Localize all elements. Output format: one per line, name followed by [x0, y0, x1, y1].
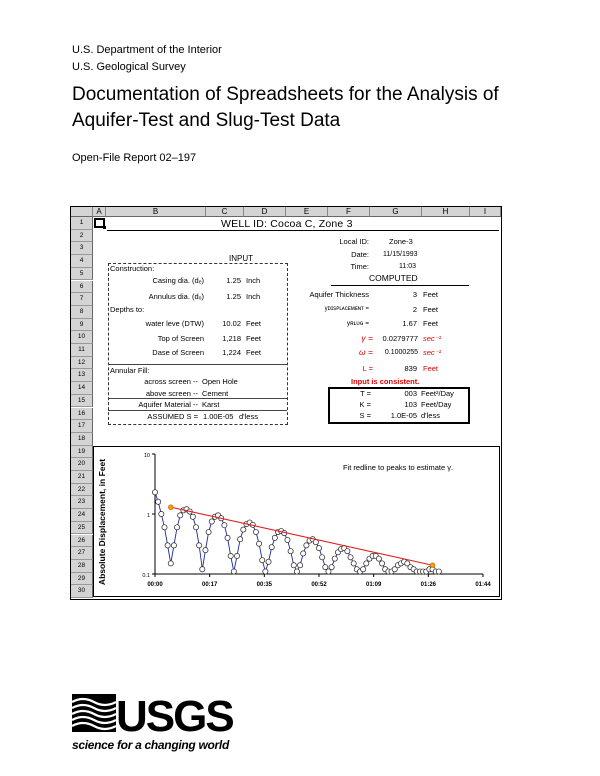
- gamma-value: 0.0279777: [382, 334, 418, 343]
- row-header-3[interactable]: 3: [71, 242, 93, 255]
- s-value: 1.0E-05: [390, 411, 417, 420]
- observed-point: [206, 529, 211, 534]
- row-header-22[interactable]: 22: [71, 484, 93, 497]
- row-header-21[interactable]: 21: [71, 471, 93, 484]
- row-header-11[interactable]: 11: [71, 344, 93, 357]
- t-label: T =: [360, 389, 371, 398]
- observed-point: [174, 525, 179, 530]
- omega-label: ω =: [359, 347, 373, 357]
- title-underline: [107, 230, 499, 231]
- observed-point: [272, 535, 277, 540]
- row-header-7[interactable]: 7: [71, 293, 93, 306]
- observed-point: [436, 569, 441, 574]
- observed-point: [266, 559, 271, 564]
- observed-point: [285, 537, 290, 542]
- row-header-13[interactable]: 13: [71, 369, 93, 382]
- observed-point: [316, 546, 321, 551]
- t-value: 003: [404, 389, 417, 398]
- y-displacement-unit: Feet: [423, 305, 439, 314]
- observed-point: [241, 527, 246, 532]
- annular-fill-label: Annular Fill:: [110, 366, 150, 375]
- top-screen-label: Top of Screen: [157, 334, 204, 343]
- row-header-18[interactable]: 18: [71, 433, 93, 446]
- observed-point: [156, 499, 161, 504]
- x-tick-label: 01:44: [475, 582, 491, 588]
- title-line-2: Aquifer-Test and Slug-Test Data: [72, 110, 341, 131]
- observed-point: [260, 558, 265, 563]
- water-level-value[interactable]: 10.02: [222, 319, 241, 328]
- chart-svg: [93, 446, 500, 597]
- x-tick-label: 01:26: [420, 582, 437, 588]
- x-tick-label: 00:52: [311, 582, 327, 588]
- row-header-4[interactable]: 4: [71, 255, 93, 268]
- aquifer-thickness-value: 3: [412, 290, 417, 299]
- row-header-10[interactable]: 10: [71, 331, 93, 344]
- observed-point: [238, 537, 243, 542]
- column-header-a[interactable]: A: [93, 207, 106, 217]
- row-header-17[interactable]: 17: [71, 420, 93, 433]
- row-header-26[interactable]: 26: [71, 535, 93, 548]
- base-screen-label: Dase of Screen: [152, 348, 204, 357]
- consistency-message: Input is consistent.: [351, 377, 420, 386]
- well-id: WELL ID: Cocoa C, Zone 3: [221, 218, 353, 230]
- date-label: Date:: [351, 250, 369, 259]
- observed-point: [222, 523, 227, 528]
- observed-point: [159, 511, 164, 516]
- observed-point: [291, 563, 296, 568]
- row-header-29[interactable]: 29: [71, 573, 93, 586]
- y-tick-label: 10: [143, 453, 150, 459]
- aquifer-material-value[interactable]: Karst: [202, 400, 220, 409]
- input-heading: INPUT: [229, 254, 253, 263]
- observed-point: [294, 569, 299, 574]
- observed-point: [228, 553, 233, 558]
- title-line-1: Documentation of Spreadsheets for the Analysis of: [72, 84, 499, 105]
- l-unit: Feet: [423, 364, 439, 373]
- assumed-s-value[interactable]: 1.00E-05: [203, 412, 234, 421]
- casing-unit: Inch: [246, 276, 261, 285]
- observed-point: [329, 565, 334, 570]
- fill-handle[interactable]: [103, 226, 106, 229]
- observed-point: [304, 543, 309, 548]
- x-tick-label: 00:17: [201, 582, 218, 588]
- casing-label: Casing dia. (dₑ): [152, 276, 204, 285]
- x-tick-label: 00:00: [147, 582, 163, 588]
- y-slug-label: yʀʟᴜɢ =: [346, 320, 369, 327]
- row-header-8[interactable]: 8: [71, 306, 93, 319]
- across-screen-value[interactable]: Open Hole: [202, 377, 238, 386]
- k-value: 103: [404, 400, 417, 409]
- observed-point: [297, 563, 302, 568]
- row-header-24[interactable]: 24: [71, 509, 93, 522]
- observed-point: [178, 513, 183, 518]
- y-displacement-value: 2: [412, 305, 417, 314]
- row-header-5[interactable]: 5: [71, 268, 93, 281]
- spreadsheet: [70, 206, 502, 600]
- observed-point: [231, 569, 236, 574]
- observed-point: [351, 561, 356, 566]
- observed-point: [190, 514, 195, 519]
- aquifer-thickness-unit: Feet: [423, 290, 439, 299]
- annulus-value[interactable]: 1.25: [226, 292, 241, 301]
- usgs-wordmark: USGS: [116, 692, 233, 741]
- assumed-s-unit: d'less: [239, 412, 258, 421]
- k-label: K =: [359, 400, 371, 409]
- fit-endpoint-handle: [168, 505, 173, 510]
- observed-point: [361, 567, 366, 572]
- across-screen-label: across screen --: [144, 377, 198, 386]
- observed-point: [234, 553, 239, 558]
- construction-label: Construction:: [110, 264, 155, 273]
- local-id-label: Local ID:: [339, 237, 369, 246]
- local-id-value[interactable]: Zone-3: [389, 237, 413, 246]
- top-screen-value[interactable]: 1,218: [222, 334, 241, 343]
- aquifer-thickness-label: Aquifer Thickness: [309, 290, 369, 299]
- observed-point: [301, 551, 306, 556]
- water-level-label: water leve (DTW): [145, 319, 204, 328]
- depths-label: Depths to:: [110, 305, 145, 314]
- x-tick-label: 00:35: [256, 582, 273, 588]
- row-header-19[interactable]: 19: [71, 446, 93, 459]
- agency-name: U.S. Department of the Interior: [72, 44, 222, 56]
- column-header-h[interactable]: H: [422, 207, 470, 217]
- row-header-12[interactable]: 12: [71, 357, 93, 370]
- computed-heading: COMPUTED: [369, 273, 418, 283]
- s-unit: d'less: [421, 411, 440, 420]
- observed-point: [263, 569, 268, 574]
- observed-point: [348, 555, 353, 560]
- usgs-wave-logo-icon: [72, 694, 116, 732]
- casing-value[interactable]: 1.25: [226, 276, 241, 285]
- above-screen-label: above screen --: [145, 389, 198, 398]
- base-screen-value[interactable]: 1,224: [222, 348, 241, 357]
- observed-point: [364, 561, 369, 566]
- observed-point: [225, 535, 230, 540]
- row-header-30[interactable]: 30: [71, 585, 93, 598]
- chart-annotation: Fit redline to peaks to estimate γ.: [343, 463, 454, 472]
- observed-point: [165, 543, 170, 548]
- observed-point: [332, 556, 337, 561]
- column-header-d[interactable]: D: [244, 207, 286, 217]
- observed-point: [253, 529, 258, 534]
- column-header-g[interactable]: G: [370, 207, 422, 217]
- y-slug-value: 1.67: [402, 319, 417, 328]
- observed-point: [376, 556, 381, 561]
- observed-point: [193, 525, 198, 530]
- observed-point: [320, 555, 325, 560]
- y-tick-label: 0.1: [142, 573, 150, 579]
- column-header-e[interactable]: E: [286, 207, 328, 217]
- row-header-16[interactable]: 16: [71, 408, 93, 421]
- observed-point: [345, 549, 350, 554]
- corner-cell[interactable]: [71, 207, 93, 217]
- x-tick-label: 01:09: [365, 582, 382, 588]
- water-level-unit: Feet: [246, 319, 262, 328]
- annulus-label: Annulus dia. (dₒ): [148, 292, 204, 301]
- row-header-6[interactable]: 6: [71, 281, 93, 294]
- omega-unit: sec⁻¹: [423, 348, 442, 357]
- row-header-28[interactable]: 28: [71, 560, 93, 573]
- observed-point: [256, 541, 261, 546]
- row-header-15[interactable]: 15: [71, 395, 93, 408]
- observed-point: [200, 567, 205, 572]
- report-number: Open-File Report 02–197: [72, 152, 197, 164]
- observed-point: [168, 561, 173, 566]
- row-header-20[interactable]: 20: [71, 458, 93, 471]
- column-header-f[interactable]: F: [328, 207, 370, 217]
- bureau-name: U.S. Geological Survey: [72, 61, 186, 73]
- annulus-unit: Inch: [246, 292, 261, 301]
- top-screen-unit: Feet: [246, 334, 262, 343]
- y-slug-unit: Feet: [423, 319, 439, 328]
- aquifer-material-label: Aquifer Material --: [138, 400, 198, 409]
- observed-point: [152, 490, 157, 495]
- time-value[interactable]: 11:03: [399, 263, 416, 270]
- observed-point: [203, 548, 208, 553]
- time-label: Time:: [350, 262, 369, 271]
- observed-point: [162, 525, 167, 530]
- document-title: [72, 82, 542, 134]
- t-unit: Feet²/Day: [421, 389, 454, 398]
- row-header-1[interactable]: 1: [71, 217, 93, 230]
- row-header-27[interactable]: 27: [71, 547, 93, 560]
- y-displacement-label: yᴅɪꜱᴘʟᴀᴄᴇᴍᴇɴᴛ =: [324, 306, 369, 312]
- observed-point: [288, 549, 293, 554]
- column-header-c[interactable]: C: [206, 207, 244, 217]
- observed-point: [171, 543, 176, 548]
- row-header-2[interactable]: 2: [71, 230, 93, 243]
- usgs-tagline: science for a changing world: [72, 738, 229, 752]
- assumed-s-label: ASSUMED S =: [147, 412, 198, 421]
- observed-point: [379, 561, 384, 566]
- l-label: L =: [362, 364, 373, 373]
- observed-point: [269, 545, 274, 550]
- row-header-14[interactable]: 14: [71, 382, 93, 395]
- column-header-b[interactable]: B: [106, 207, 206, 217]
- y-axis-label: Absolute Displacement, in Feet: [97, 458, 107, 586]
- above-screen-value[interactable]: Cement: [202, 389, 229, 398]
- row-header-25[interactable]: 25: [71, 522, 93, 535]
- k-unit: Feet/Day: [421, 400, 452, 409]
- row-header-23[interactable]: 23: [71, 496, 93, 509]
- row-header-9[interactable]: 9: [71, 319, 93, 332]
- observed-point: [197, 543, 202, 548]
- gamma-unit: sec⁻¹: [423, 334, 442, 343]
- l-value: 839: [404, 364, 417, 373]
- computed-underline: [331, 285, 469, 286]
- gamma-label: γ =: [361, 333, 373, 343]
- y-tick-label: 1: [146, 513, 150, 519]
- displacement-chart[interactable]: [93, 446, 500, 597]
- fit-endpoint-handle: [430, 563, 435, 568]
- observed-point: [209, 519, 214, 524]
- base-screen-unit: Feet: [246, 348, 262, 357]
- date-value[interactable]: 11/15/1993: [383, 251, 418, 258]
- s-label: S =: [359, 411, 371, 420]
- column-header-i[interactable]: I: [470, 207, 501, 217]
- omega-value: 0.1000255: [384, 349, 418, 356]
